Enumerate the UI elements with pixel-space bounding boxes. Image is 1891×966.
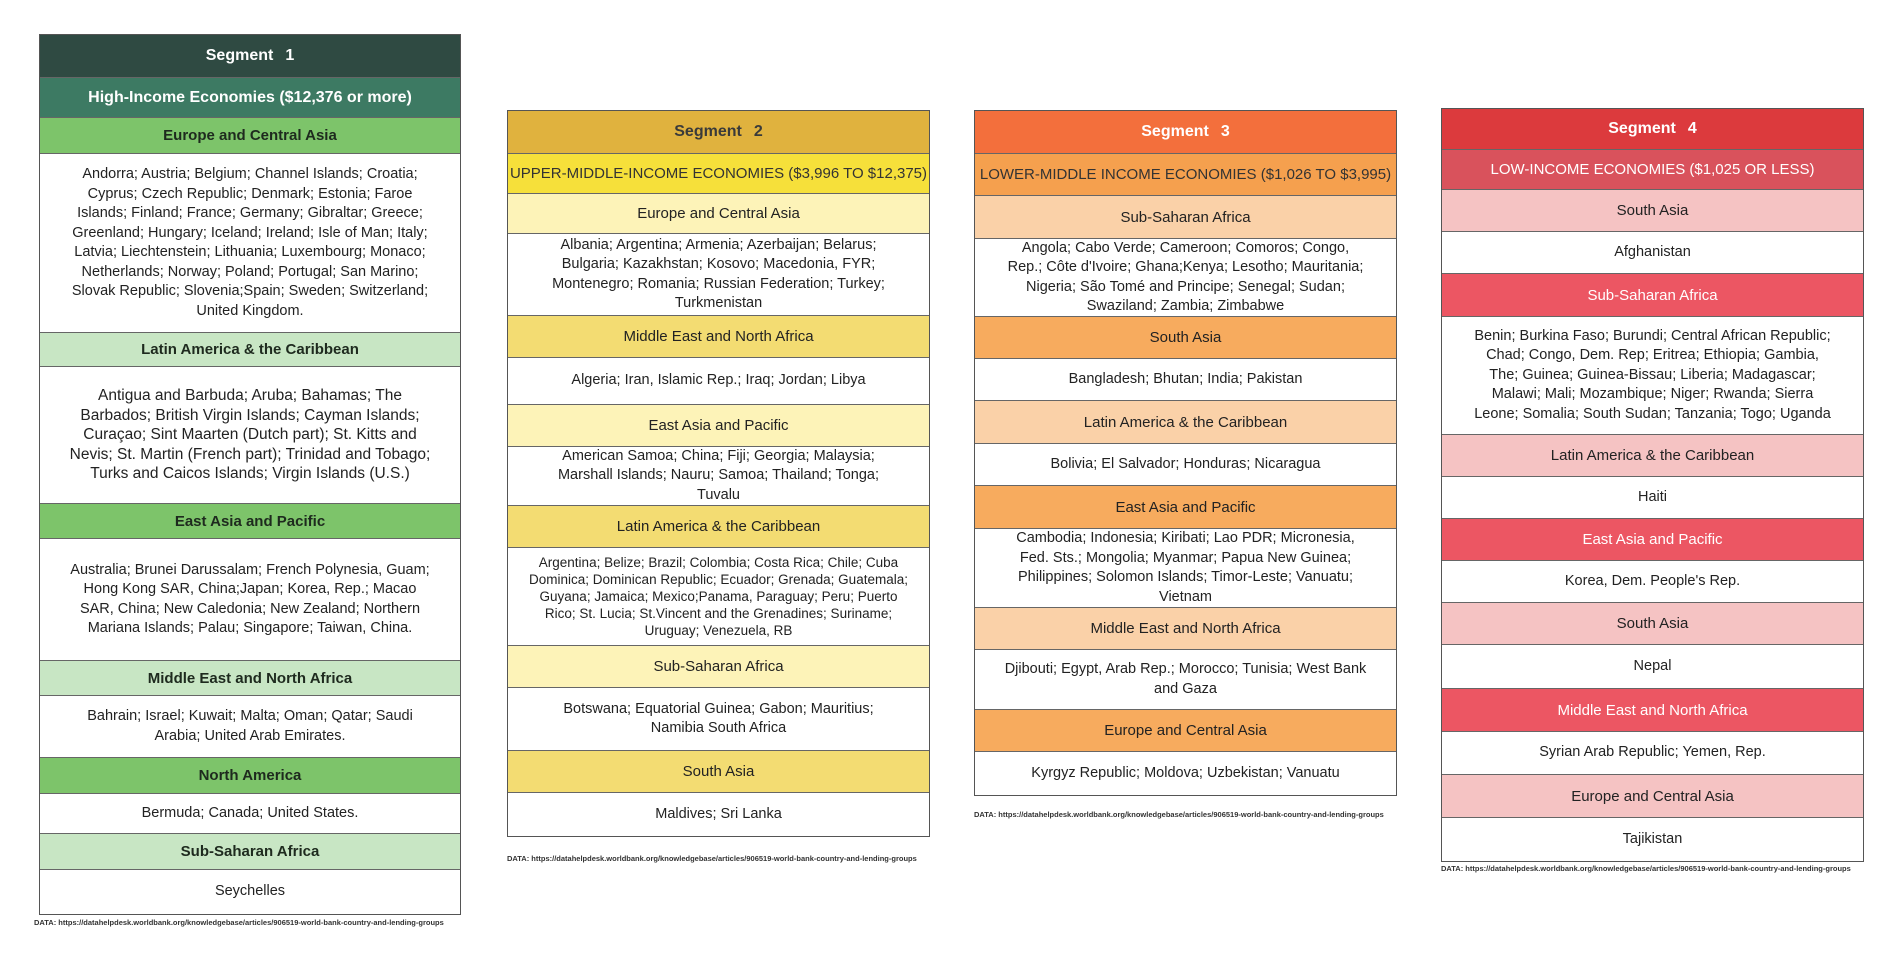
region-countries: American Samoa; China; Fiji; Georgia; Malaysia; Marshall Islands; Nauru; Samoa; Thailand; Tonga; Tuvalu <box>508 447 929 506</box>
region-header: Europe and Central Asia <box>40 118 460 154</box>
region-countries: Andorra; Austria; Belgium; Channel Islands; Croatia; Cyprus; Czech Republic; Denmark; Estonia; Faroe Islands; Finland; France; Germany; Gibraltar; Greece; Greenland; Hungary; Iceland; Ireland; Isle of Man; Italy; Latvia; Liechtenstein; Lithuania; Luxembourg; Monaco; Netherlands; Norway; Poland; Portugal; San Marino; Slovak Republic; Slovenia;Spain; Sweden; Switzerland; United Kingdom. <box>40 154 460 333</box>
region-countries: Bahrain; Israel; Kuwait; Malta; Oman; Qatar; Saudi Arabia; United Arab Emirates. <box>40 696 460 758</box>
segment-header <box>1442 109 1863 150</box>
region-countries: Cambodia; Indonesia; Kiribati; Lao PDR; Micronesia, Fed. Sts.; Mongolia; Myanmar; Papua New Guinea; Philippines; Solomon Islands; Timor-Leste; Vanuatu; Vietnam <box>975 529 1396 608</box>
region-countries: Kyrgyz Republic; Moldova; Uzbekistan; Vanuatu <box>975 752 1396 795</box>
region-header: Sub-Saharan Africa <box>975 196 1396 239</box>
region-countries: Algeria; Iran, Islamic Rep.; Iraq; Jordan; Libya <box>508 358 929 405</box>
region-header: Sub-Saharan Africa <box>508 646 929 688</box>
region-countries: Bolivia; El Salvador; Honduras; Nicaragua <box>975 444 1396 486</box>
segment-header <box>508 111 929 154</box>
region-header: South Asia <box>508 751 929 793</box>
region-header: Sub-Saharan Africa <box>40 834 460 870</box>
income-group-band: LOW-INCOME ECONOMIES ($1,025 OR LESS) <box>1442 150 1863 190</box>
region-countries: Afghanistan <box>1442 232 1863 274</box>
region-header: Europe and Central Asia <box>508 194 929 234</box>
region-header: South Asia <box>1442 190 1863 232</box>
segment-number: 3 <box>1220 123 1230 140</box>
region-header: Latin America & the Caribbean <box>508 506 929 548</box>
segment-title: Segment <box>1608 120 1676 137</box>
segment-4-column <box>1441 108 1864 862</box>
region-countries: Nepal <box>1442 645 1863 689</box>
region-countries: Syrian Arab Republic; Yemen, Rep. <box>1442 732 1863 775</box>
segment-title: Segment <box>205 47 274 64</box>
segment-number: 2 <box>753 123 763 140</box>
region-countries: Argentina; Belize; Brazil; Colombia; Costa Rica; Chile; Cuba Dominica; Dominican Republic; Ecuador; Grenada; Guatemala; Guyana; Jamaica; Mexico;Panama, Paraguay; Peru; Puerto Rico; St. Lucia; St.Vincent and the Grenadines; Suriname; Uruguay; Venezuela, RB <box>508 548 929 646</box>
region-countries: Tajikistan <box>1442 818 1863 861</box>
income-group-band: High-Income Economies ($12,376 or more) <box>40 78 460 118</box>
region-header: East Asia and Pacific <box>975 486 1396 529</box>
region-header: Europe and Central Asia <box>1442 775 1863 818</box>
region-header: Latin America & the Caribbean <box>40 333 460 367</box>
region-header: Sub-Saharan Africa <box>1442 274 1863 317</box>
region-header: South Asia <box>975 317 1396 359</box>
region-countries: Albania; Argentina; Armenia; Azerbaijan; Belarus; Bulgaria; Kazakhstan; Kosovo; Macedonia, FYR; Montenegro; Romania; Russian Federation; Turkey; Turkmenistan <box>508 234 929 316</box>
region-header: Middle East and North Africa <box>1442 689 1863 732</box>
region-countries: Bermuda; Canada; United States. <box>40 794 460 834</box>
region-countries: Djibouti; Egypt, Arab Rep.; Morocco; Tunisia; West Bank and Gaza <box>975 650 1396 710</box>
segment-3-column <box>974 110 1397 796</box>
region-header: North America <box>40 758 460 794</box>
data-source-note: DATA: https://datahelpdesk.worldbank.org/knowledgebase/articles/906519-world-bank-country-and-lending-groups <box>507 854 917 863</box>
income-group-band: UPPER-MIDDLE-INCOME ECONOMIES ($3,996 TO $12,375) <box>508 154 929 194</box>
region-countries: Benin; Burkina Faso; Burundi; Central African Republic; Chad; Congo, Dem. Rep; Eritrea; Ethiopia; Gambia, The; Guinea; Guinea-Bissau; Liberia; Madagascar; Malawi; Mali; Mozambique; Niger; Rwanda; Sierra Leone; Somalia; South Sudan; Tanzania; Togo; Uganda <box>1442 317 1863 435</box>
region-header: Middle East and North Africa <box>40 661 460 696</box>
segment-1-column <box>39 34 461 915</box>
data-source-note: DATA: https://datahelpdesk.worldbank.org/knowledgebase/articles/906519-world-bank-country-and-lending-groups <box>1441 864 1851 873</box>
region-header: Middle East and North Africa <box>508 316 929 358</box>
region-header: Latin America & the Caribbean <box>1442 435 1863 477</box>
region-countries: Australia; Brunei Darussalam; French Polynesia, Guam; Hong Kong SAR, China;Japan; Korea, Rep.; Macao SAR, China; New Caledonia; New Zealand; Northern Mariana Islands; Palau; Singapore; Taiwan, China. <box>40 539 460 661</box>
region-header: Middle East and North Africa <box>975 608 1396 650</box>
region-countries: Bangladesh; Bhutan; India; Pakistan <box>975 359 1396 401</box>
region-header: East Asia and Pacific <box>508 405 929 447</box>
region-header: East Asia and Pacific <box>40 504 460 539</box>
region-header: Latin America & the Caribbean <box>975 401 1396 444</box>
region-countries: Botswana; Equatorial Guinea; Gabon; Mauritius; Namibia South Africa <box>508 688 929 751</box>
data-source-note: DATA: https://datahelpdesk.worldbank.org/knowledgebase/articles/906519-world-bank-country-and-lending-groups <box>34 918 444 927</box>
segment-header <box>975 111 1396 154</box>
region-header: East Asia and Pacific <box>1442 519 1863 561</box>
data-source-note: DATA: https://datahelpdesk.worldbank.org/knowledgebase/articles/906519-world-bank-country-and-lending-groups <box>974 810 1384 819</box>
region-countries: Maldives; Sri Lanka <box>508 793 929 836</box>
segment-title: Segment <box>1141 123 1209 140</box>
region-countries: Antigua and Barbuda; Aruba; Bahamas; The Barbados; British Virgin Islands; Cayman Islands; Curaçao; Sint Maarten (Dutch part); St. Kitts and Nevis; St. Martin (French part); Trinidad and Tobago; Turks and Caicos Islands; Virgin Islands (U.S.) <box>40 367 460 504</box>
segment-2-column <box>507 110 930 837</box>
segment-title: Segment <box>674 123 742 140</box>
segment-number: 1 <box>285 47 295 64</box>
region-countries: Korea, Dem. People's Rep. <box>1442 561 1863 603</box>
region-header: Europe and Central Asia <box>975 710 1396 752</box>
region-countries: Angola; Cabo Verde; Cameroon; Comoros; Congo, Rep.; Côte d'Ivoire; Ghana;Kenya; Lesotho; Mauritania; Nigeria; São Tomé and Principe; Senegal; Sudan; Swaziland; Zambia; Zimbabwe <box>975 239 1396 317</box>
segment-number: 4 <box>1687 120 1697 137</box>
segment-header <box>40 35 460 78</box>
income-group-band: LOWER-MIDDLE INCOME ECONOMIES ($1,026 TO $3,995) <box>975 154 1396 196</box>
region-header: South Asia <box>1442 603 1863 645</box>
region-countries: Haiti <box>1442 477 1863 519</box>
region-countries: Seychelles <box>40 870 460 914</box>
